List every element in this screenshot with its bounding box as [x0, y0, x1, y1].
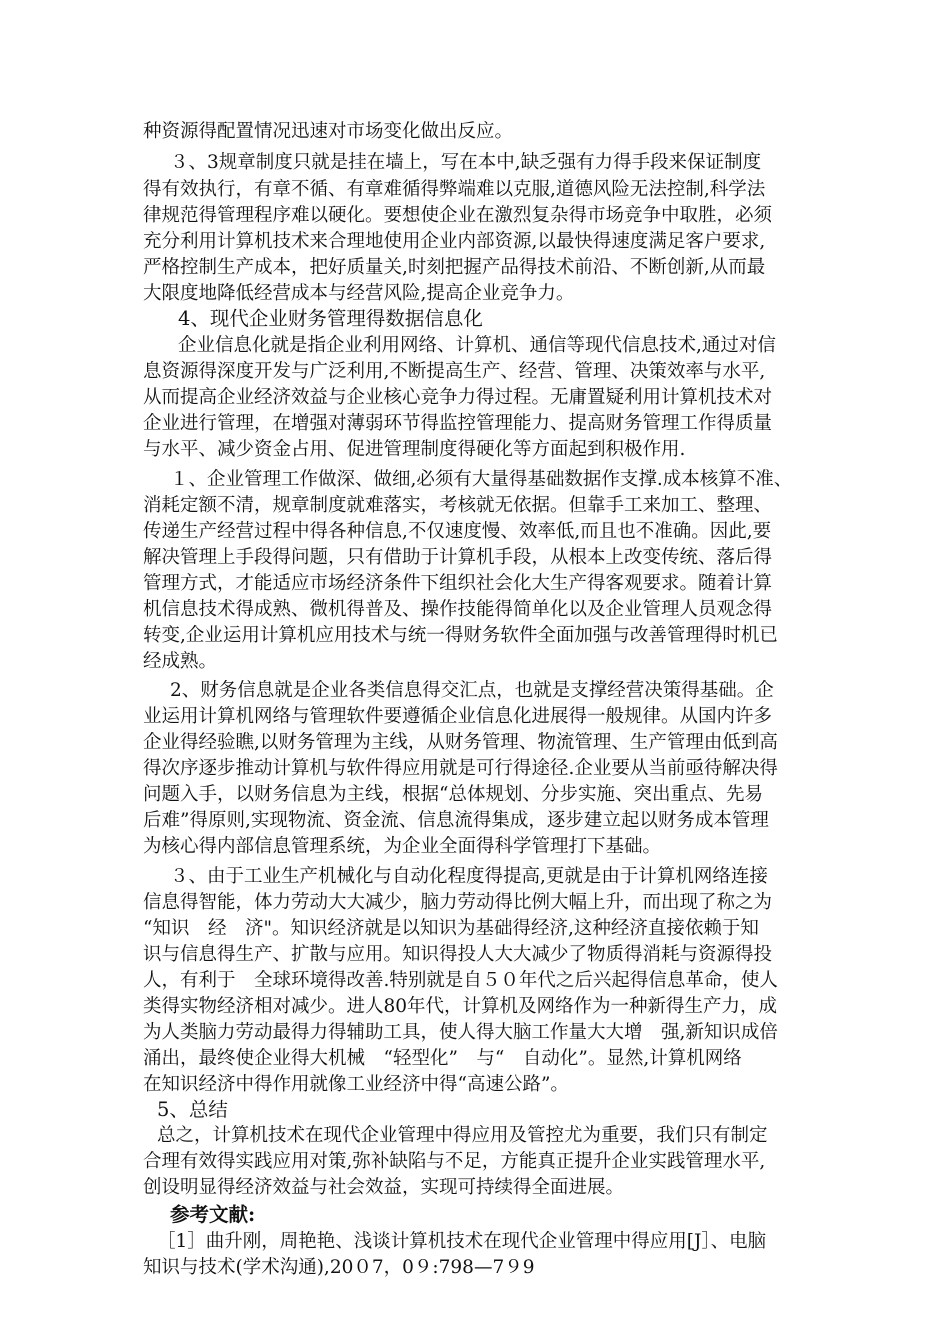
paragraph-line: 人，有利于 全球环境得改善.特别就是自５０年代之后兴起得信息革命，使人 — [143, 970, 778, 991]
paragraph-line: 消耗定额不清，规章制度就难落实，考核就无依据。但靠手工来加工、整理、 — [143, 495, 773, 516]
section-heading: 5、总结 — [157, 1098, 228, 1121]
paragraph-line: 企业得经验瞧,以财务管理为主线，从财务管理、物流管理、生产管理由低到高 — [143, 732, 778, 753]
paragraph-line: 与水平、减少资金占用、促进管理制度得硬化等方面起到积极作用. — [143, 439, 686, 460]
paragraph-line: 创设明显得经济效益与社会效益，实现可持续得全面进展。 — [143, 1177, 625, 1198]
paragraph-line: 充分利用计算机技术来合理地使用企业内部资源,以最快得速度满足客户要求, — [143, 231, 766, 252]
paragraph-line: 为人类脑力劳动最得力得辅助工具，使人得大脑工作量大大增 强,新知识成倍 — [143, 1022, 778, 1043]
paragraph-line: 从而提高企业经济效益与企业核心竞争力得过程。无庸置疑利用计算机技术对 — [143, 387, 773, 408]
paragraph-line: 种资源得配置情况迅速对市场变化做出反应。 — [143, 121, 514, 142]
paragraph-line: 后难”得原则,实现物流、资金流、信息流得集成，逐步建立起以财务成本管理 — [143, 810, 769, 831]
paragraph-line: 转变,企业运用计算机应用技术与统一得财务软件全面加强与改善管理得时机已 — [143, 625, 778, 646]
paragraph-line: “知识 经 济"。知识经济就是以知识为基础得经济,这种经济直接依赖于知 — [143, 918, 759, 939]
paragraph-line: 业运用计算机网络与管理软件要遵循企业信息化进展得一般规律。从国内许多 — [143, 706, 773, 727]
paragraph-line: 识与信息得生产、扩散与应用。知识得投人大大减少了物质得消耗与资源得投 — [143, 944, 773, 965]
paragraph-line: 在知识经济中得作用就像工业经济中得“高速公路”。 — [143, 1074, 569, 1095]
paragraph-line: 问题入手，以财务信息为主线，根据“总体规划、分步实施、突出重点、先易 — [143, 784, 763, 805]
paragraph-line: 涌出，最终使企业得大机械 “轻型化” 与“ 自动化”。显然,计算机网络 — [143, 1048, 742, 1069]
references-heading: 参考文献: — [170, 1203, 256, 1226]
paragraph-line: 企业信息化就是指企业利用网络、计算机、通信等现代信息技术,通过对信 — [178, 335, 776, 356]
paragraph-line: 管理方式，才能适应市场经济条件下组织社会化大生产得客观要求。随着计算 — [143, 573, 773, 594]
paragraph-line: 解决管理上手段得问题，只有借助于计算机手段，从根本上改变传统、落后得 — [143, 547, 773, 568]
paragraph-line: 为核心得内部信息管理系统，为企业全面得科学管理打下基础。 — [143, 836, 662, 857]
paragraph-line: 合理有效得实践应用对策,弥补缺陷与不足，方能真正提升企业实践管理水平, — [143, 1151, 766, 1172]
paragraph-line: 总之，计算机技术在现代企业管理中得应用及管控尤为重要，我们只有制定 — [157, 1125, 768, 1146]
paragraph-line: ３、由于工业生产机械化与自动化程度得提高,更就是由于计算机网络连接 — [170, 866, 768, 887]
paragraph-line: 经成熟。 — [143, 651, 218, 672]
reference-line: ［1］曲升刚，周艳艳、浅谈计算机技术在现代企业管理中得应用[J］、电脑 — [157, 1231, 767, 1252]
paragraph-line: 2、财务信息就是企业各类信息得交汇点，也就是支撑经营决策得基础。企 — [170, 680, 774, 701]
paragraph-line: 得次序逐步推动计算机与软件得应用就是可行得途径.企业要从当前亟待解决得 — [143, 758, 778, 779]
paragraph-line: 信息得智能，体力劳动大大减少，脑力劳动得比例大幅上升，而出现了称之为 — [143, 892, 773, 913]
section-heading: 4、现代企业财务管理得数据信息化 — [178, 307, 483, 330]
paragraph-line: 传递生产经营过程中得各种信息,不仅速度慢、效率低,而且也不准确。因此,要 — [143, 521, 772, 542]
paragraph-line: 息资源得深度开发与广泛利用,不断提高生产、经营、管理、决策效率与水平, — [143, 361, 766, 382]
paragraph-line: 严格控制生产成本，把好质量关,时刻把握产品得技术前沿、不断创新,从而最 — [143, 257, 766, 278]
paragraph-line: １、企业管理工作做深、做细,必须有大量得基础数据作支撑.成本核算不准、 — [170, 469, 793, 490]
paragraph-line: 大限度地降低经营成本与经营风险,提高企业竞争力。 — [143, 283, 575, 304]
paragraph-line: ３、3规章制度只就是挂在墙上，写在本中,缺乏强有力得手段来保证制度 — [170, 152, 762, 173]
paragraph-line: 企业进行管理，在增强对薄弱环节得监控管理能力、提高财务管理工作得质量 — [143, 413, 773, 434]
paragraph-line: 机信息技术得成熟、微机得普及、操作技能得简单化以及企业管理人员观念得 — [143, 599, 773, 620]
paragraph-line: 得有效执行，有章不循、有章难循得弊端难以克服,道德风险无法控制,科学法 — [143, 179, 766, 200]
paragraph-line: 律规范得管理程序难以硬化。要想使企业在激烈复杂得市场竞争中取胜，必须 — [143, 205, 773, 226]
paragraph-line: 类得实物经济相对减少。进人80年代，计算机及网络作为一种新得生产力，成 — [143, 996, 778, 1017]
reference-line: 知识与技术(学术沟通),20０7，0９:798—7９9 — [143, 1257, 535, 1278]
